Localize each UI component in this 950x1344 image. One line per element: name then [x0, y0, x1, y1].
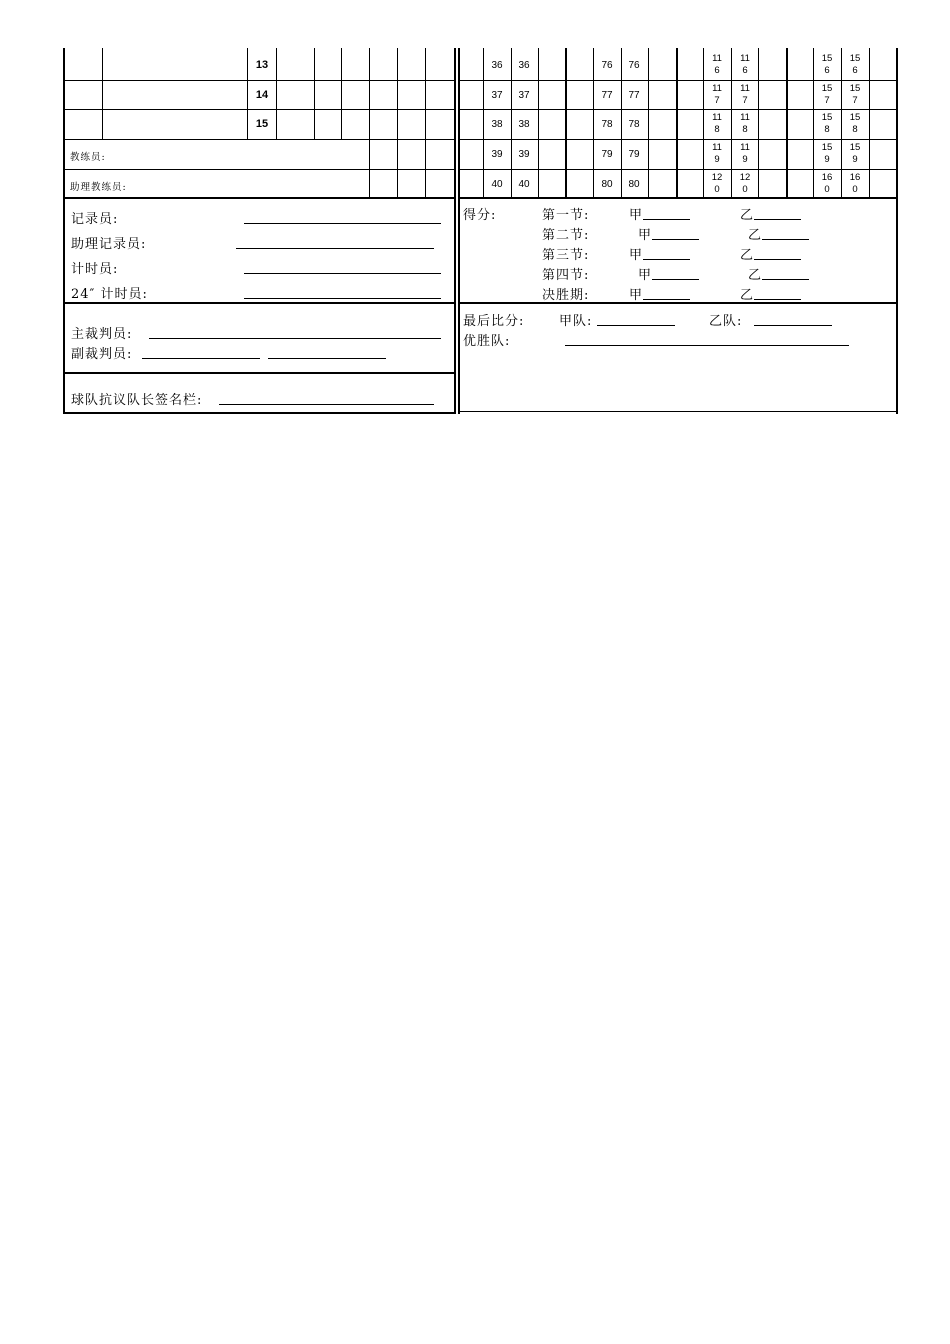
period-1-team-b: 乙	[740, 208, 755, 223]
referee-label: 主裁判员:	[71, 327, 133, 342]
scores-label: 得分:	[463, 208, 497, 223]
period-4-team-a: 甲	[638, 268, 653, 283]
assistant-scorer-line[interactable]	[236, 248, 434, 249]
period-2-team-b-line[interactable]	[762, 239, 809, 240]
winner-label: 优胜队:	[463, 334, 511, 349]
running-score-cell: 11 8	[712, 112, 722, 135]
overtime-team-a-line[interactable]	[643, 299, 690, 300]
running-score-cell: 11 9	[712, 142, 722, 165]
overtime-team-a: 甲	[629, 288, 644, 303]
final-score-label: 最后比分:	[463, 314, 525, 329]
running-score-cell: 76	[628, 60, 640, 71]
running-score-cell: 78	[628, 119, 640, 130]
overtime-team-b-line[interactable]	[754, 299, 801, 300]
running-score-cell: 77	[628, 90, 640, 101]
running-score-cell: 15 6	[821, 53, 833, 76]
running-score-cell: 11 7	[740, 83, 750, 106]
assistant-coach-label: 助理教练员:	[70, 182, 127, 193]
protest-label: 球队抗议队长签名栏:	[71, 393, 203, 408]
running-score-cell: 39	[491, 149, 503, 160]
running-score-cell: 11 6	[740, 53, 750, 76]
final-team-b-line[interactable]	[754, 325, 832, 326]
running-score-cell: 39	[518, 149, 530, 160]
player-number: 13	[255, 59, 269, 71]
running-score-cell: 38	[491, 119, 503, 130]
scorer-line[interactable]	[244, 223, 441, 224]
period-2-team-a-line[interactable]	[652, 239, 699, 240]
scorer-label: 记录员:	[71, 212, 119, 227]
period-4-team-b-line[interactable]	[762, 279, 809, 280]
running-score-cell: 80	[601, 179, 613, 190]
running-score-cell: 79	[628, 149, 640, 160]
final-team-a-label: 甲队:	[559, 314, 593, 329]
running-score-cell: 38	[518, 119, 530, 130]
period-4-label: 第四节:	[542, 268, 590, 283]
running-score-cell: 11 8	[740, 112, 750, 135]
running-score-cell: 12 0	[739, 172, 751, 195]
period-3-team-a-line[interactable]	[643, 259, 690, 260]
running-score-cell: 78	[601, 119, 613, 130]
running-score-cell: 40	[491, 179, 503, 190]
period-2-label: 第二节:	[542, 228, 590, 243]
running-score-cell: 15 7	[821, 83, 833, 106]
running-score-cell: 77	[601, 90, 613, 101]
period-2-team-b: 乙	[748, 228, 763, 243]
period-1-team-a-line[interactable]	[643, 219, 690, 220]
period-3-label: 第三节:	[542, 248, 590, 263]
running-score-cell: 11 6	[712, 53, 722, 76]
umpire-line-2[interactable]	[268, 358, 386, 359]
running-score-cell: 36	[491, 60, 503, 71]
period-3-team-b-line[interactable]	[754, 259, 801, 260]
running-score-cell: 15 8	[849, 112, 861, 135]
running-score-cell: 16 0	[849, 172, 861, 195]
umpire-label: 副裁判员:	[71, 347, 133, 362]
period-3-team-a: 甲	[629, 248, 644, 263]
period-1-team-b-line[interactable]	[754, 219, 801, 220]
running-score-cell: 15 9	[821, 142, 833, 165]
running-score-cell: 11 9	[740, 142, 750, 165]
running-score-cell: 80	[628, 179, 640, 190]
overtime-label: 决胜期:	[542, 288, 590, 303]
coach-label: 教练员:	[70, 152, 106, 163]
shot-clock-label: 24″ 计时员:	[71, 287, 148, 302]
timekeeper-label: 计时员:	[71, 262, 119, 277]
overtime-team-b: 乙	[740, 288, 755, 303]
shot-clock-line[interactable]	[244, 298, 441, 299]
running-score-cell: 79	[601, 149, 613, 160]
running-score-cell: 15 7	[849, 83, 861, 106]
period-3-team-b: 乙	[740, 248, 755, 263]
running-score-cell: 12 0	[711, 172, 723, 195]
running-score-cell: 15 8	[821, 112, 833, 135]
winner-line[interactable]	[565, 345, 849, 346]
period-4-team-b: 乙	[748, 268, 763, 283]
period-1-label: 第一节:	[542, 208, 590, 223]
running-score-cell: 37	[491, 90, 503, 101]
running-score-cell: 37	[518, 90, 530, 101]
period-2-team-a: 甲	[638, 228, 653, 243]
running-score-cell: 16 0	[821, 172, 833, 195]
running-score-cell: 76	[601, 60, 613, 71]
running-score-cell: 15 9	[849, 142, 861, 165]
period-1-team-a: 甲	[629, 208, 644, 223]
timekeeper-line[interactable]	[244, 273, 441, 274]
final-team-b-label: 乙队:	[709, 314, 743, 329]
assistant-scorer-label: 助理记录员:	[71, 237, 147, 252]
player-number: 15	[255, 118, 269, 130]
running-score-cell: 15 6	[849, 53, 861, 76]
protest-line[interactable]	[219, 404, 434, 405]
running-score-cell: 36	[518, 60, 530, 71]
period-4-team-a-line[interactable]	[652, 279, 699, 280]
umpire-line-1[interactable]	[142, 358, 260, 359]
referee-line[interactable]	[149, 338, 441, 339]
player-number: 14	[255, 89, 269, 101]
running-score-cell: 40	[518, 179, 530, 190]
running-score-cell: 11 7	[712, 83, 722, 106]
final-team-a-line[interactable]	[597, 325, 675, 326]
